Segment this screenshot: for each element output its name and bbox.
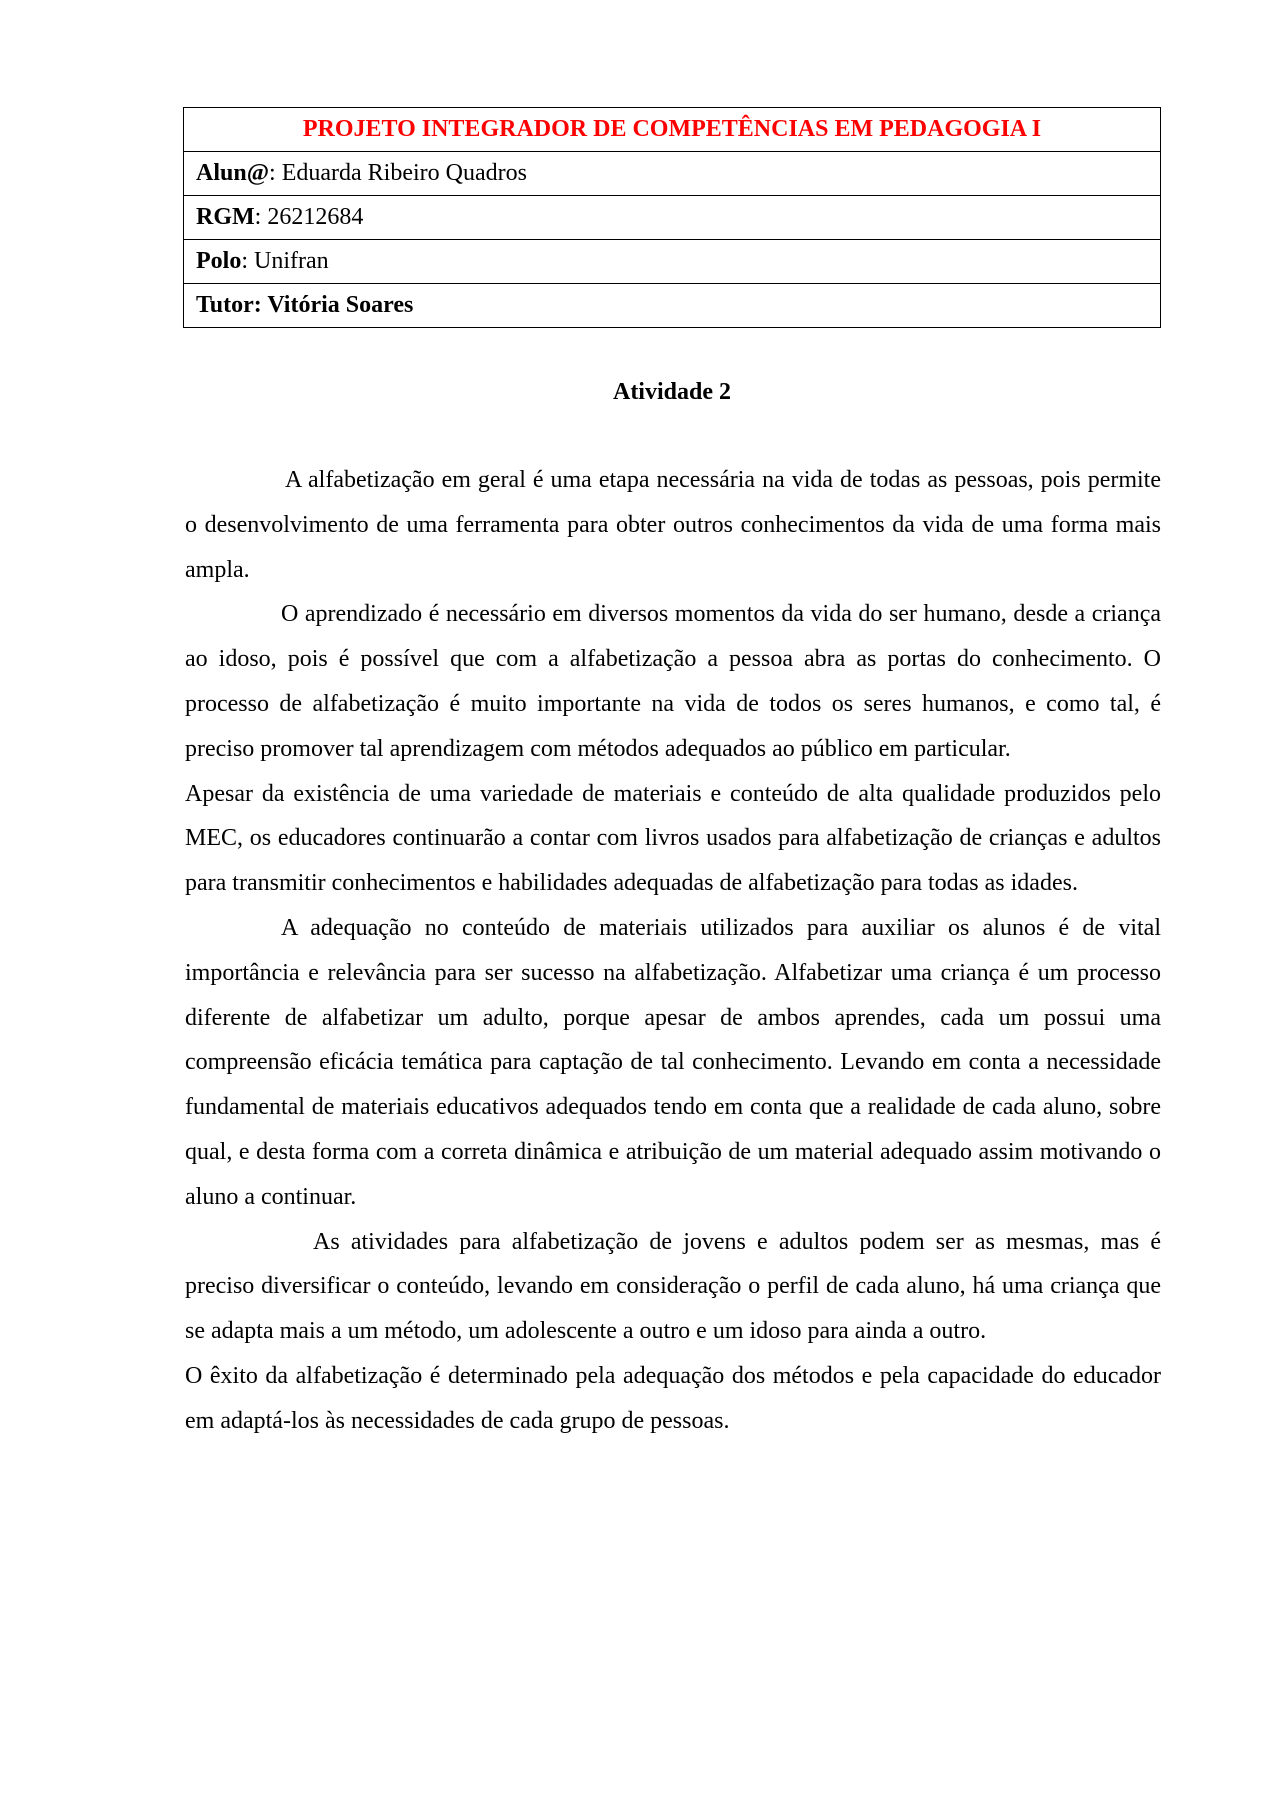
paragraph: As atividades para alfabetização de jovens e adultos podem ser as mesmas, mas é preciso diversificar o conteúdo, levando em consideração o perfil de cada aluno, há uma criança que se adapta mais a um método, um adolescente a outro e um idoso para ainda a outro. xyxy=(185,1228,1161,1345)
header-row-rgm xyxy=(184,196,1161,240)
header-row-polo xyxy=(184,240,1161,284)
student-name: : Eduarda Ribeiro Quadros xyxy=(269,160,527,186)
paragraph: A adequação no conteúdo de materiais utilizados para auxiliar os alunos é de vital importância e relevância para ser sucesso na alfabetização. Alfabetizar uma criança é um processo diferente de alfabetizar um adulto, porque apesar de ambos aprendes, cada um possui uma compreensão eficácia temática para captação de tal conhecimento. Levando em conta a necessidade fundamental de materiais educativos adequados tendo em conta que a realidade de cada aluno, sobre qual, e desta forma com a correta dinâmica e atribuição de um material adequado assim motivando o aluno a continuar. xyxy=(185,914,1161,1210)
rgm-label: RGM xyxy=(196,204,255,230)
body-text xyxy=(185,458,1161,1444)
rgm-cell xyxy=(184,196,1161,240)
polo-label: Polo xyxy=(196,248,242,274)
tutor-text: Tutor: Vitória Soares xyxy=(196,292,414,318)
project-title: PROJETO INTEGRADOR DE COMPETÊNCIAS EM PEDAGOGIA I xyxy=(184,108,1161,152)
header-row-student xyxy=(184,152,1161,196)
paragraph: O aprendizado é necessário em diversos momentos da vida do ser humano, desde a criança ao idoso, pois é possível que com a alfabetização a pessoa abra as portas do conhecimento. O processo de alfabetização é muito importante na vida de todos os seres humanos, e como tal, é preciso promover tal aprendizagem com métodos adequados ao público em particular. xyxy=(185,601,1161,762)
tutor-cell xyxy=(184,284,1161,328)
paragraph: Apesar da existência de uma variedade de materiais e conteúdo de alta qualidade produzidos pelo MEC, os educadores continuarão a contar com livros usados para alfabetização de crianças e adultos para transmitir conhecimentos e habilidades adequadas de alfabetização para todas as idades. xyxy=(185,780,1161,897)
polo-name: : Unifran xyxy=(241,248,329,274)
header-table xyxy=(183,107,1161,328)
student-label: Alun@ xyxy=(196,160,270,186)
header-row-tutor xyxy=(184,284,1161,328)
paragraph: A alfabetização em geral é uma etapa necessária na vida de todas as pessoas, pois permite o desenvolvimento de uma ferramenta para obter outros conhecimentos da vida de uma forma mais ampla. xyxy=(185,467,1161,583)
polo-cell xyxy=(184,240,1161,284)
student-cell xyxy=(184,152,1161,196)
rgm-number: : 26212684 xyxy=(254,204,364,230)
paragraph: O êxito da alfabetização é determinado pela adequação dos métodos e pela capacidade do educador em adaptá-los às necessidades de cada grupo de pessoas. xyxy=(185,1362,1161,1434)
header-row-title xyxy=(184,108,1161,152)
activity-title: Atividade 2 xyxy=(612,379,731,405)
